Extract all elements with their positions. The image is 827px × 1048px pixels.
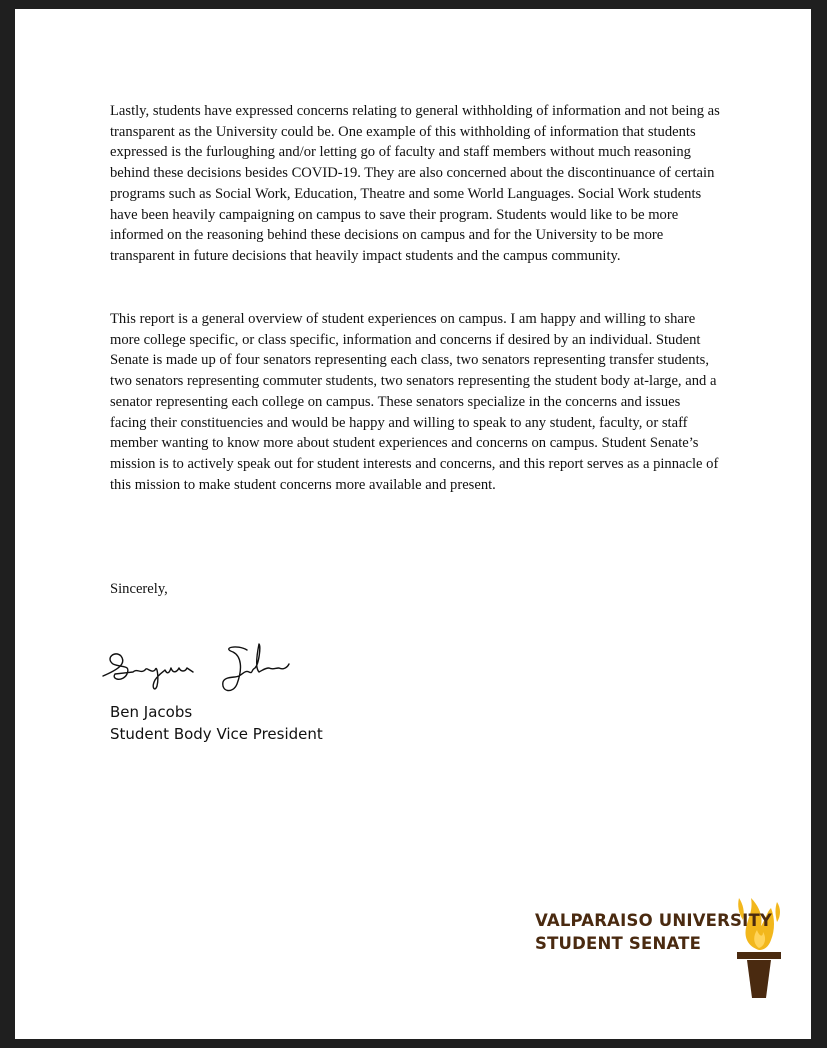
body-paragraph-2: This report is a general overview of student experiences on campus. I am happy and willing to share more college specific, or class specific, information and concerns if desired by an individual. Student Senate is made up of four senators representing each class, two senators representing transfer students, two senators representing commuter students, two senators representing the student body at-large, and a senator representing each college on campus. These senators specialize in the concerns and issues facing their constituencies and would be happy and willing to speak to any student, faculty, or staff member wanting to know more about student experiences and concerns on campus. Student Senate’s mission is to actively speak out for student interests and concerns, and this report serves as a pinnacle of this mission to make student concerns more available and present.	[110, 311, 719, 493]
closing-salutation: Sincerely,	[110, 581, 168, 597]
torch-icon	[733, 894, 785, 998]
signer-name: Ben Jacobs	[110, 703, 193, 721]
letter-page	[15, 9, 811, 1039]
body-paragraph-1: Lastly, students have expressed concerns relating to general withholding of information and not being as transparent as the University could be. One example of this withholding of information that students expressed is the furloughing and/or letting go of faculty and staff members without much reasoning behind these decisions besides COVID-19. They are also concerned about the discontinuance of certain programs such as Social Work, Education, Theatre and some World Languages. Social Work students have been heavily campaigning on campus to save their program. Students would like to be more informed on the reasoning behind these decisions on campus and for the University to be more transparent in future decisions that heavily impact students and the campus community.	[110, 103, 720, 264]
valparaiso-student-senate-logo	[535, 894, 785, 999]
logo-organization-name: STUDENT SENATE	[535, 934, 702, 953]
handwritten-signature	[97, 634, 297, 704]
logo-university-name: VALPARAISO UNIVERSITY	[535, 911, 773, 930]
signer-title: Student Body Vice President	[110, 725, 323, 743]
